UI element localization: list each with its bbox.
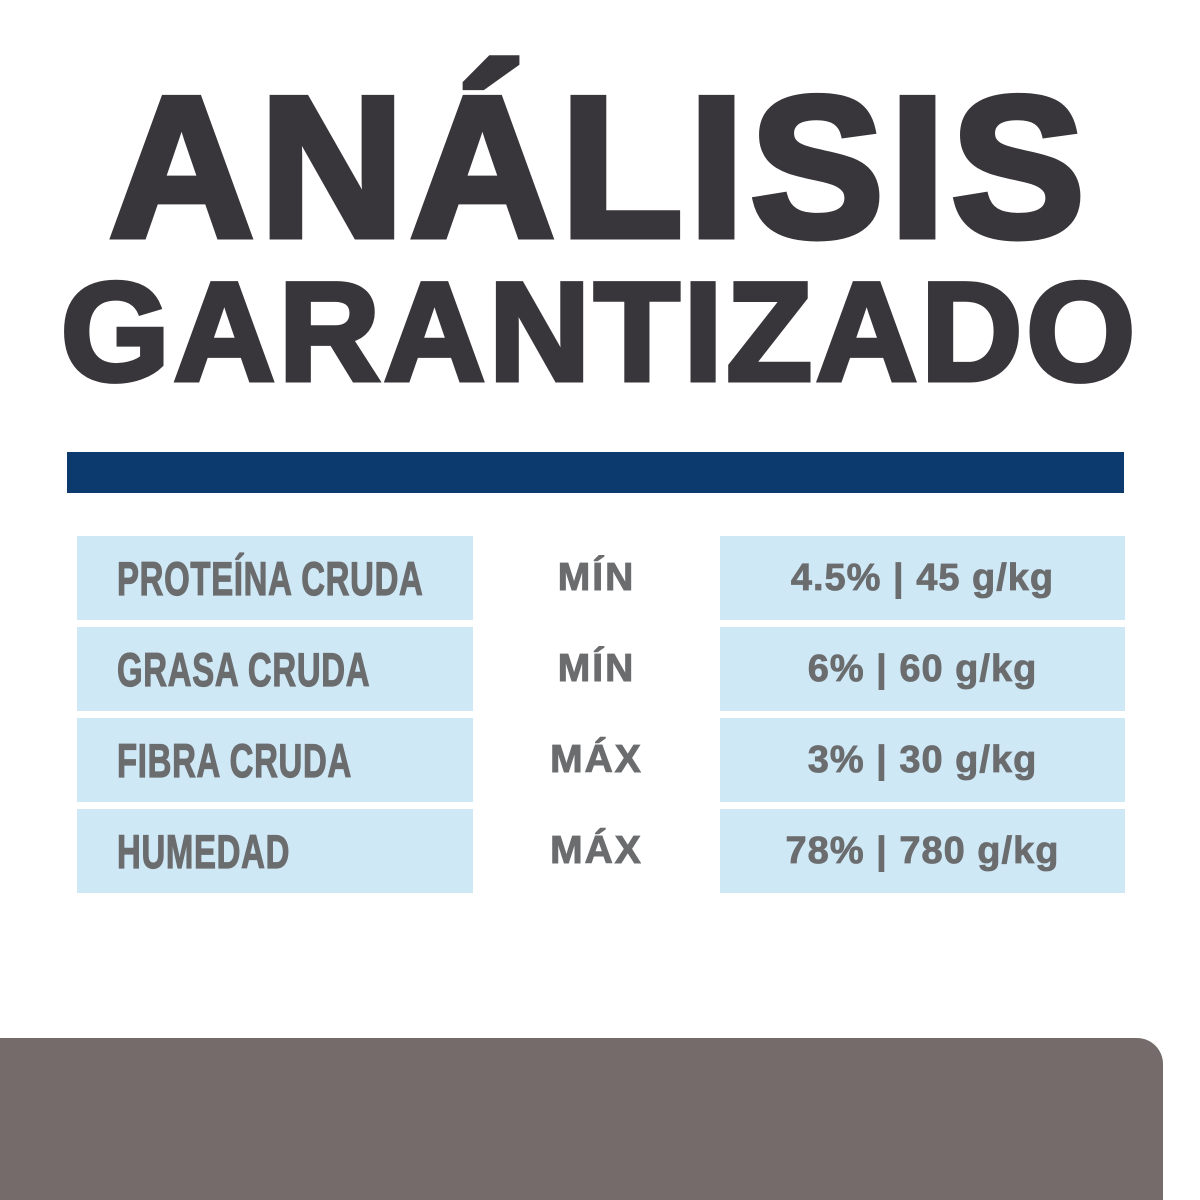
limit-cell: [473, 718, 720, 802]
nutrient-value: 6% | 60 g/kg: [807, 647, 1038, 690]
limit-type: MÁX: [550, 829, 643, 872]
divider-bar: [67, 452, 1124, 493]
table-row: [0, 536, 1200, 620]
nutrient-name: GRASA CRUDA: [117, 642, 371, 696]
value-cell: [720, 627, 1125, 711]
nutrient-name-cell: [77, 809, 473, 893]
nutrient-name-cell: [77, 718, 473, 802]
limit-type: MÁX: [550, 738, 643, 781]
table-row: [0, 718, 1200, 802]
footer-band: [0, 1038, 1163, 1200]
nutrient-value: 3% | 30 g/kg: [807, 738, 1038, 781]
limit-cell: [473, 536, 720, 620]
table-row: [0, 627, 1200, 711]
limit-type: MÍN: [557, 647, 636, 690]
value-cell: [720, 718, 1125, 802]
table-row: [0, 809, 1200, 893]
value-cell: [720, 809, 1125, 893]
value-cell: [720, 536, 1125, 620]
limit-cell: [473, 627, 720, 711]
limit-cell: [473, 809, 720, 893]
nutrient-name-cell: [77, 536, 473, 620]
nutrient-name: HUMEDAD: [117, 824, 291, 878]
limit-type: MÍN: [557, 556, 636, 599]
page-title-line-1: ANÁLISIS: [109, 56, 1091, 279]
nutrient-value: 4.5% | 45 g/kg: [790, 556, 1055, 599]
page-title-line-2: GARANTIZADO: [60, 253, 1140, 410]
nutrient-value: 78% | 780 g/kg: [785, 829, 1060, 872]
nutrient-name: FIBRA CRUDA: [117, 733, 352, 787]
nutrient-name: PROTEÍNA CRUDA: [117, 551, 424, 605]
nutrient-name-cell: [77, 627, 473, 711]
